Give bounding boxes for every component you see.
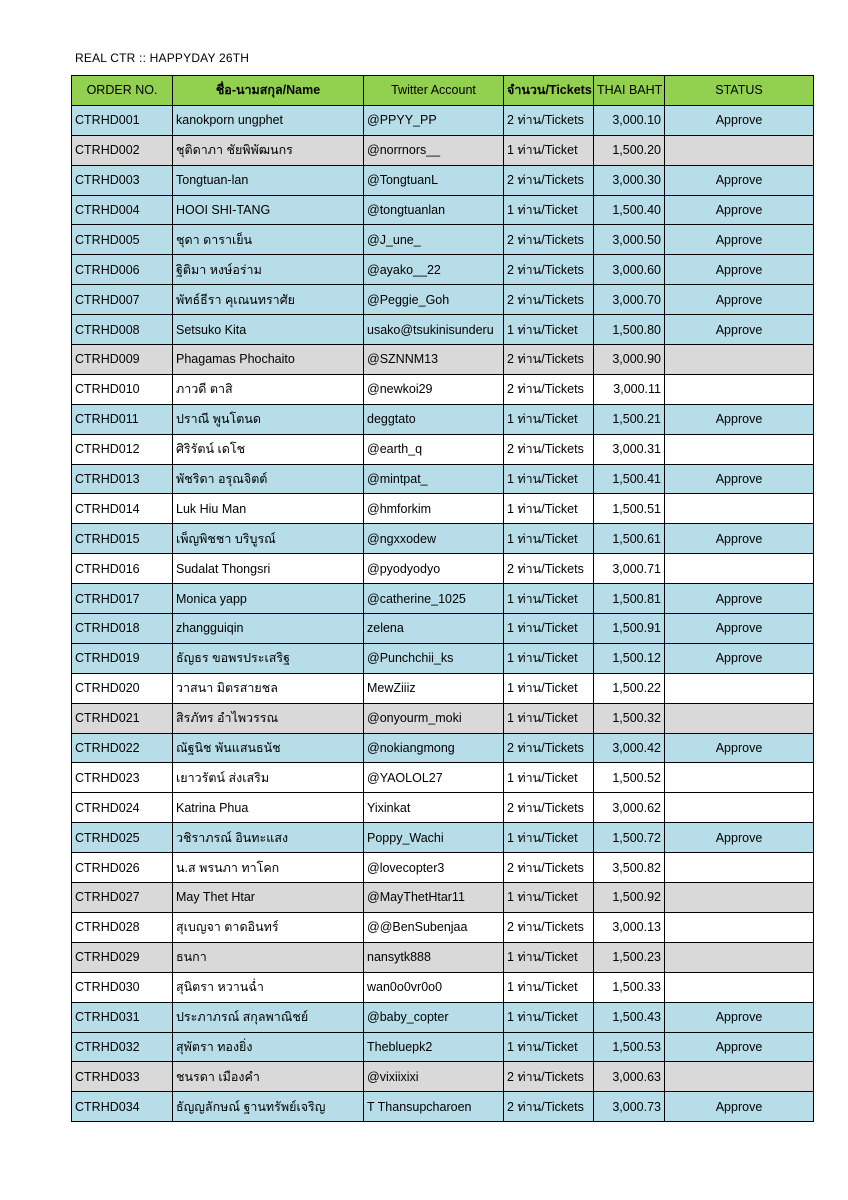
cell-name: ปราณี พูนโตนด: [173, 404, 364, 434]
cell-name: ธัญธร ขอพรประเสริฐ: [173, 643, 364, 673]
cell-order-no: CTRHD017: [72, 584, 173, 614]
cell-status: [665, 703, 814, 733]
cell-order-no: CTRHD019: [72, 643, 173, 673]
cell-status: [665, 1062, 814, 1092]
cell-twitter-account: Yixinkat: [364, 793, 504, 823]
table-row: [72, 285, 814, 315]
cell-status: [665, 673, 814, 703]
cell-thai-baht: 1,500.43: [594, 1002, 665, 1032]
table-row: [72, 464, 814, 494]
cell-tickets: 1 ท่าน/Ticket: [504, 524, 594, 554]
table-header-row: [72, 76, 814, 106]
cell-status: Approve: [665, 195, 814, 225]
cell-order-no: CTRHD020: [72, 673, 173, 703]
cell-thai-baht: 3,000.11: [594, 374, 665, 404]
table-row: [72, 494, 814, 524]
cell-twitter-account: @onyourm_moki: [364, 703, 504, 733]
cell-tickets: 2 ท่าน/Tickets: [504, 1092, 594, 1122]
table-row: [72, 105, 814, 135]
cell-order-no: CTRHD018: [72, 614, 173, 644]
cell-name: Luk Hiu Man: [173, 494, 364, 524]
cell-tickets: 1 ท่าน/Ticket: [504, 1002, 594, 1032]
cell-order-no: CTRHD009: [72, 345, 173, 375]
cell-tickets: 1 ท่าน/Ticket: [504, 584, 594, 614]
cell-status: Approve: [665, 285, 814, 315]
cell-name: ชุดา ดาราเย็น: [173, 225, 364, 255]
cell-order-no: CTRHD024: [72, 793, 173, 823]
cell-name: ชนรดา เมืองคำ: [173, 1062, 364, 1092]
cell-status: Approve: [665, 524, 814, 554]
cell-twitter-account: @ngxxodew: [364, 524, 504, 554]
header-thai-baht: THAI BAHT: [594, 76, 665, 106]
table-row: [72, 942, 814, 972]
cell-thai-baht: 3,000.13: [594, 912, 665, 942]
table-row: [72, 643, 814, 673]
cell-thai-baht: 3,000.30: [594, 165, 665, 195]
cell-order-no: CTRHD032: [72, 1032, 173, 1062]
cell-thai-baht: 1,500.12: [594, 643, 665, 673]
cell-thai-baht: 1,500.53: [594, 1032, 665, 1062]
cell-thai-baht: 1,500.61: [594, 524, 665, 554]
cell-twitter-account: @MayThetHtar11: [364, 883, 504, 913]
cell-status: [665, 345, 814, 375]
cell-status: [665, 883, 814, 913]
table-row: [72, 853, 814, 883]
cell-thai-baht: 3,000.70: [594, 285, 665, 315]
orders-table: [71, 75, 814, 1122]
cell-twitter-account: @YAOLOL27: [364, 763, 504, 793]
cell-status: Approve: [665, 823, 814, 853]
cell-status: [665, 494, 814, 524]
cell-status: Approve: [665, 165, 814, 195]
cell-thai-baht: 3,000.31: [594, 434, 665, 464]
table-row: [72, 1062, 814, 1092]
cell-tickets: 1 ท่าน/Ticket: [504, 315, 594, 345]
cell-thai-baht: 3,000.63: [594, 1062, 665, 1092]
cell-thai-baht: 3,000.73: [594, 1092, 665, 1122]
cell-order-no: CTRHD015: [72, 524, 173, 554]
cell-order-no: CTRHD016: [72, 554, 173, 584]
cell-twitter-account: @earth_q: [364, 434, 504, 464]
cell-twitter-account: @catherine_1025: [364, 584, 504, 614]
cell-status: [665, 942, 814, 972]
cell-status: [665, 972, 814, 1002]
cell-status: [665, 434, 814, 464]
cell-status: [665, 135, 814, 165]
cell-twitter-account: T Thansupcharoen: [364, 1092, 504, 1122]
cell-name: สุเบญจา ตาดอินทร์: [173, 912, 364, 942]
cell-status: [665, 793, 814, 823]
cell-order-no: CTRHD010: [72, 374, 173, 404]
cell-order-no: CTRHD033: [72, 1062, 173, 1092]
cell-status: [665, 853, 814, 883]
cell-status: Approve: [665, 584, 814, 614]
table-row: [72, 315, 814, 345]
cell-thai-baht: 3,000.60: [594, 255, 665, 285]
cell-thai-baht: 1,500.40: [594, 195, 665, 225]
cell-twitter-account: usako@tsukinisunderu: [364, 315, 504, 345]
cell-order-no: CTRHD031: [72, 1002, 173, 1032]
cell-name: ฐิติมา หงษ์อร่าม: [173, 255, 364, 285]
cell-status: Approve: [665, 105, 814, 135]
table-row: [72, 255, 814, 285]
cell-twitter-account: @hmforkim: [364, 494, 504, 524]
cell-status: Approve: [665, 1002, 814, 1032]
cell-tickets: 2 ท่าน/Tickets: [504, 793, 594, 823]
cell-thai-baht: 1,500.52: [594, 763, 665, 793]
cell-tickets: 2 ท่าน/Tickets: [504, 165, 594, 195]
table-row: [72, 883, 814, 913]
cell-twitter-account: @nokiangmong: [364, 733, 504, 763]
cell-tickets: 1 ท่าน/Ticket: [504, 972, 594, 1002]
cell-twitter-account: @norrnors__: [364, 135, 504, 165]
cell-status: Approve: [665, 404, 814, 434]
cell-name: สุพัตรา ทองยิ่ง: [173, 1032, 364, 1062]
cell-twitter-account: Thebluepk2: [364, 1032, 504, 1062]
table-row: [72, 1032, 814, 1062]
cell-tickets: 1 ท่าน/Ticket: [504, 195, 594, 225]
cell-twitter-account: @Peggie_Goh: [364, 285, 504, 315]
cell-thai-baht: 1,500.32: [594, 703, 665, 733]
cell-order-no: CTRHD023: [72, 763, 173, 793]
cell-thai-baht: 1,500.81: [594, 584, 665, 614]
header-order-no: ORDER NO.: [72, 76, 173, 106]
cell-order-no: CTRHD030: [72, 972, 173, 1002]
cell-name: ณัฐนิช พันแสนธนัช: [173, 733, 364, 763]
cell-twitter-account: @@BenSubenjaa: [364, 912, 504, 942]
cell-twitter-account: @PPYY_PP: [364, 105, 504, 135]
cell-order-no: CTRHD012: [72, 434, 173, 464]
cell-twitter-account: @vixiixixi: [364, 1062, 504, 1092]
cell-tickets: 2 ท่าน/Tickets: [504, 255, 594, 285]
cell-name: สิรภัทร อำไพวรรณ: [173, 703, 364, 733]
cell-status: Approve: [665, 643, 814, 673]
cell-thai-baht: 1,500.33: [594, 972, 665, 1002]
cell-name: Monica yapp: [173, 584, 364, 614]
cell-thai-baht: 3,000.50: [594, 225, 665, 255]
cell-name: Sudalat Thongsri: [173, 554, 364, 584]
table-row: [72, 404, 814, 434]
cell-order-no: CTRHD025: [72, 823, 173, 853]
cell-twitter-account: wan0o0vr0o0: [364, 972, 504, 1002]
cell-status: [665, 912, 814, 942]
cell-thai-baht: 1,500.22: [594, 673, 665, 703]
table-row: [72, 763, 814, 793]
cell-order-no: CTRHD003: [72, 165, 173, 195]
cell-status: Approve: [665, 255, 814, 285]
table-row: [72, 554, 814, 584]
cell-tickets: 2 ท่าน/Tickets: [504, 912, 594, 942]
cell-order-no: CTRHD006: [72, 255, 173, 285]
table-row: [72, 195, 814, 225]
page-title: REAL CTR :: HAPPYDAY 26TH: [75, 51, 250, 65]
table-row: [72, 703, 814, 733]
cell-thai-baht: 3,000.71: [594, 554, 665, 584]
table-row: [72, 823, 814, 853]
cell-tickets: 2 ท่าน/Tickets: [504, 105, 594, 135]
cell-twitter-account: @baby_copter: [364, 1002, 504, 1032]
table-row: [72, 733, 814, 763]
table-row: [72, 912, 814, 942]
cell-status: Approve: [665, 225, 814, 255]
cell-twitter-account: @TongtuanL: [364, 165, 504, 195]
cell-twitter-account: zelena: [364, 614, 504, 644]
cell-name: zhangguiqin: [173, 614, 364, 644]
cell-order-no: CTRHD004: [72, 195, 173, 225]
cell-twitter-account: MewZiiiz: [364, 673, 504, 703]
cell-tickets: 2 ท่าน/Tickets: [504, 733, 594, 763]
table-row: [72, 345, 814, 375]
table-row: [72, 972, 814, 1002]
cell-tickets: 2 ท่าน/Tickets: [504, 374, 594, 404]
cell-tickets: 2 ท่าน/Tickets: [504, 1062, 594, 1092]
cell-name: ธัญญลักษณ์ ฐานทรัพย์เจริญ: [173, 1092, 364, 1122]
cell-thai-baht: 3,500.82: [594, 853, 665, 883]
cell-thai-baht: 3,000.10: [594, 105, 665, 135]
cell-name: วชิราภรณ์ อินทะแสง: [173, 823, 364, 853]
cell-tickets: 1 ท่าน/Ticket: [504, 703, 594, 733]
cell-order-no: CTRHD013: [72, 464, 173, 494]
cell-order-no: CTRHD027: [72, 883, 173, 913]
header-twitter-account: Twitter Account: [364, 76, 504, 106]
cell-twitter-account: Poppy_Wachi: [364, 823, 504, 853]
table-row: [72, 673, 814, 703]
cell-twitter-account: deggtato: [364, 404, 504, 434]
cell-name: ประภาภรณ์ สกุลพาณิชย์: [173, 1002, 364, 1032]
cell-thai-baht: 1,500.91: [594, 614, 665, 644]
header-name: ชื่อ-นามสกุล/Name: [173, 76, 364, 106]
cell-name: Katrina Phua: [173, 793, 364, 823]
cell-status: [665, 763, 814, 793]
cell-tickets: 1 ท่าน/Ticket: [504, 614, 594, 644]
cell-name: พัชริดา อรุณจิตต์: [173, 464, 364, 494]
cell-tickets: 1 ท่าน/Ticket: [504, 942, 594, 972]
cell-tickets: 1 ท่าน/Ticket: [504, 494, 594, 524]
cell-tickets: 2 ท่าน/Tickets: [504, 554, 594, 584]
table-row: [72, 165, 814, 195]
cell-order-no: CTRHD028: [72, 912, 173, 942]
cell-name: เพ็ญพิชชา บริบูรณ์: [173, 524, 364, 554]
cell-status: Approve: [665, 315, 814, 345]
cell-thai-baht: 1,500.72: [594, 823, 665, 853]
table-row: [72, 584, 814, 614]
cell-name: HOOI SHI-TANG: [173, 195, 364, 225]
cell-order-no: CTRHD034: [72, 1092, 173, 1122]
cell-name: วาสนา มิตรสายชล: [173, 673, 364, 703]
cell-status: [665, 554, 814, 584]
cell-name: Phagamas Phochaito: [173, 345, 364, 375]
cell-thai-baht: 1,500.80: [594, 315, 665, 345]
cell-order-no: CTRHD001: [72, 105, 173, 135]
cell-name: ศิริรัตน์ เดโช: [173, 434, 364, 464]
cell-twitter-account: nansytk888: [364, 942, 504, 972]
cell-tickets: 2 ท่าน/Tickets: [504, 345, 594, 375]
cell-order-no: CTRHD029: [72, 942, 173, 972]
cell-twitter-account: @mintpat_: [364, 464, 504, 494]
cell-tickets: 1 ท่าน/Ticket: [504, 823, 594, 853]
cell-twitter-account: @newkoi29: [364, 374, 504, 404]
cell-status: Approve: [665, 464, 814, 494]
cell-tickets: 1 ท่าน/Ticket: [504, 135, 594, 165]
cell-order-no: CTRHD014: [72, 494, 173, 524]
cell-twitter-account: @ayako__22: [364, 255, 504, 285]
cell-name: สุนิตรา หวานฉ่ำ: [173, 972, 364, 1002]
cell-twitter-account: @tongtuanlan: [364, 195, 504, 225]
cell-name: May Thet Htar: [173, 883, 364, 913]
cell-name: Tongtuan-lan: [173, 165, 364, 195]
cell-order-no: CTRHD022: [72, 733, 173, 763]
cell-status: Approve: [665, 1092, 814, 1122]
cell-tickets: 1 ท่าน/Ticket: [504, 883, 594, 913]
cell-order-no: CTRHD011: [72, 404, 173, 434]
cell-thai-baht: 3,000.90: [594, 345, 665, 375]
table-body: [72, 105, 814, 1121]
cell-name: kanokporn ungphet: [173, 105, 364, 135]
table-row: [72, 1002, 814, 1032]
cell-twitter-account: @pyodyodyo: [364, 554, 504, 584]
table-row: [72, 135, 814, 165]
table-row: [72, 374, 814, 404]
header-tickets: จำนวน/Tickets: [504, 76, 594, 106]
cell-tickets: 2 ท่าน/Tickets: [504, 285, 594, 315]
cell-tickets: 1 ท่าน/Ticket: [504, 464, 594, 494]
cell-thai-baht: 1,500.20: [594, 135, 665, 165]
cell-twitter-account: @Punchchii_ks: [364, 643, 504, 673]
cell-name: พัทธ์ธีรา คุเณนทราศัย: [173, 285, 364, 315]
cell-status: Approve: [665, 614, 814, 644]
table-row: [72, 1092, 814, 1122]
cell-name: ภาวดี ตาสิ: [173, 374, 364, 404]
cell-name: Setsuko Kita: [173, 315, 364, 345]
cell-status: Approve: [665, 1032, 814, 1062]
cell-thai-baht: 1,500.41: [594, 464, 665, 494]
cell-name: เยาวรัตน์ ส่งเสริม: [173, 763, 364, 793]
cell-thai-baht: 1,500.21: [594, 404, 665, 434]
cell-tickets: 1 ท่าน/Ticket: [504, 404, 594, 434]
table-row: [72, 225, 814, 255]
cell-thai-baht: 1,500.92: [594, 883, 665, 913]
cell-thai-baht: 3,000.62: [594, 793, 665, 823]
cell-order-no: CTRHD007: [72, 285, 173, 315]
cell-twitter-account: @lovecopter3: [364, 853, 504, 883]
cell-order-no: CTRHD005: [72, 225, 173, 255]
cell-status: [665, 374, 814, 404]
cell-twitter-account: @SZNNM13: [364, 345, 504, 375]
cell-name: น.ส พรนภา ทาโคก: [173, 853, 364, 883]
cell-tickets: 2 ท่าน/Tickets: [504, 225, 594, 255]
table-row: [72, 793, 814, 823]
cell-name: ชุติดาภา ชัยพิพัฒนกร: [173, 135, 364, 165]
cell-thai-baht: 1,500.23: [594, 942, 665, 972]
cell-twitter-account: @J_une_: [364, 225, 504, 255]
table-row: [72, 614, 814, 644]
cell-tickets: 1 ท่าน/Ticket: [504, 673, 594, 703]
header-status: STATUS: [665, 76, 814, 106]
cell-status: Approve: [665, 733, 814, 763]
cell-tickets: 1 ท่าน/Ticket: [504, 763, 594, 793]
table-row: [72, 524, 814, 554]
cell-order-no: CTRHD008: [72, 315, 173, 345]
cell-tickets: 1 ท่าน/Ticket: [504, 643, 594, 673]
cell-order-no: CTRHD002: [72, 135, 173, 165]
cell-thai-baht: 3,000.42: [594, 733, 665, 763]
cell-thai-baht: 1,500.51: [594, 494, 665, 524]
cell-tickets: 1 ท่าน/Ticket: [504, 1032, 594, 1062]
cell-order-no: CTRHD026: [72, 853, 173, 883]
cell-name: ธนกา: [173, 942, 364, 972]
cell-tickets: 2 ท่าน/Tickets: [504, 853, 594, 883]
cell-tickets: 2 ท่าน/Tickets: [504, 434, 594, 464]
table-row: [72, 434, 814, 464]
cell-order-no: CTRHD021: [72, 703, 173, 733]
